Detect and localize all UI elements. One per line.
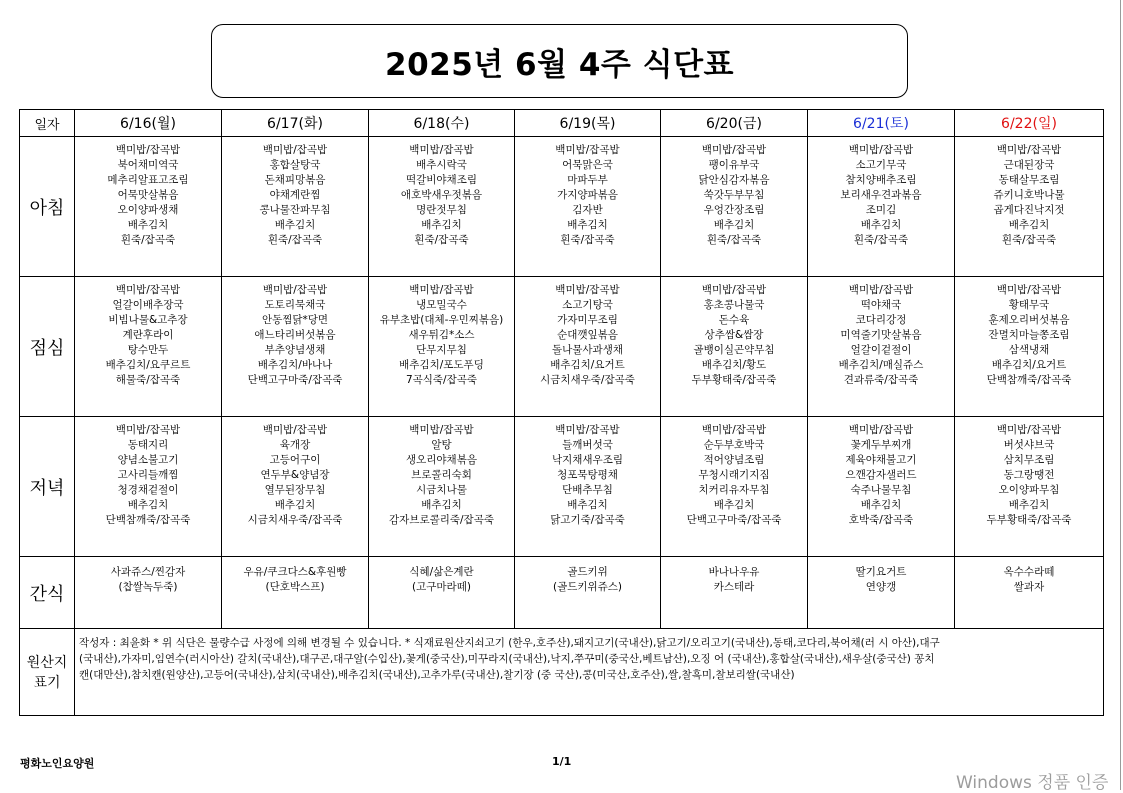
menu-item: 어묵맑은국: [562, 159, 613, 171]
menu-item: 얼갈이배추장국: [112, 299, 184, 311]
menu-item: 우유/쿠크다스&후원빵: [243, 566, 347, 578]
menu-item: 바나나우유: [708, 566, 760, 578]
menu-item: 명란젓무침: [416, 204, 467, 216]
title-box: [211, 24, 908, 98]
page-title: 2025년 6월 4주 식단표: [385, 46, 734, 83]
menu-item: 배추김치: [860, 499, 902, 511]
menu-item: 미역줄기맛살볶음: [840, 329, 922, 341]
menu-item: 고사리들깨찜: [117, 469, 179, 481]
menu-item: 부추양념생채: [264, 344, 326, 356]
menu-item: 배추김치/요쿠르트: [105, 359, 191, 371]
menu-item: 두부황태죽/잡곡죽: [691, 374, 777, 386]
menu-item: 배추김치: [713, 499, 755, 511]
origin-line: (국내산),가자미,임연수(러시아산) 갈치(국내산),대구곤,대구알(수입산),꽃게(중국산),미꾸라지(국내산),낙지,쭈꾸미(중국산,베트남산),오징 어 (국내산),홍합살(국내산),새우살(중국산) 꽁치: [79, 653, 935, 665]
facility-name: 평화노인요양원: [20, 757, 95, 770]
menu-item: 단백고구마죽/잡곡죽: [247, 374, 343, 386]
menu-item: 딸기요거트: [855, 566, 907, 578]
snack-cell: [369, 557, 515, 629]
snack-cell: [955, 557, 1104, 629]
menu-item: 연두부&양념장: [260, 469, 330, 481]
menu-item: 팽이유부국: [708, 159, 760, 171]
menu-item: 백미밥/잡곡밥: [115, 144, 181, 156]
menu-item: 곱게다진낙지젓: [993, 204, 1065, 216]
menu-item: 생오리야채볶음: [405, 454, 477, 466]
menu-item: 닭고기죽/잡곡죽: [550, 514, 625, 526]
meal-label-snack: 간식: [20, 557, 75, 629]
menu-item: 고등어구이: [269, 454, 321, 466]
menu-item: 백미밥/잡곡밥: [409, 284, 474, 296]
menu-item: 백미밥/잡곡밥: [848, 284, 914, 296]
day-header: 6/21(토): [808, 110, 955, 137]
menu-item: 열무된장무침: [264, 484, 326, 496]
menu-item: 청경채겉절이: [117, 484, 179, 496]
menu-item: 백미밥/잡곡밥: [555, 284, 620, 296]
menu-item: 흰죽/잡곡죽: [414, 234, 469, 246]
menu-item: 배추김치: [1008, 499, 1050, 511]
menu-item: (고구마라떼): [412, 581, 471, 593]
menu-item: 배추김치: [567, 499, 608, 511]
menu-item: 돈수육: [718, 314, 750, 326]
menu-item: (단호박스프): [265, 581, 325, 593]
date-header-label: 일자: [20, 110, 75, 137]
menu-item: 치커리유자무침: [698, 484, 770, 496]
menu-cell: [369, 137, 515, 277]
menu-item: 홍초콩나물국: [703, 299, 765, 311]
menu-item: 애느타리버섯볶음: [254, 329, 336, 341]
menu-item: 배추김치: [274, 219, 316, 231]
origin-line: 작성자 : 최윤화 * 위 식단은 물량수급 사정에 의해 변경될 수 있습니다. * 식재료원산지쇠고기 (한우,호주산),돼지고기(국내산),닭고기/오리고기(국내산),동태,코다리,북어채(러 시 아산),대구: [79, 637, 940, 649]
menu-cell: [808, 137, 955, 277]
menu-item: 떡야채국: [860, 299, 902, 311]
menu-item: 호박죽/잡곡죽: [848, 514, 914, 526]
menu-item: 흰죽/잡곡죽: [853, 234, 909, 246]
menu-item: 제육야채불고기: [845, 454, 917, 466]
menu-item: 배추김치: [421, 499, 462, 511]
menu-item: 백미밥/잡곡밥: [848, 144, 914, 156]
menu-item: 꽃게두부찌개: [850, 439, 912, 451]
menu-item: 상추쌈&쌈장: [704, 329, 764, 341]
header-row: [20, 110, 1104, 137]
menu-item: (찹쌀녹두죽): [118, 581, 178, 593]
menu-item: 백미밥/잡곡밥: [262, 144, 328, 156]
menu-item: 식혜/삶은계란: [409, 566, 474, 578]
meal-label-dinner: 저녁: [20, 417, 75, 557]
menu-item: 소고기탕국: [562, 299, 613, 311]
menu-item: 단백참깨죽/잡곡죽: [105, 514, 191, 526]
menu-item: 배추김치: [1008, 219, 1050, 231]
menu-item: 어묵맛살볶음: [117, 189, 179, 201]
menu-cell: [515, 137, 661, 277]
menu-item: 훈제오리버섯볶음: [988, 314, 1070, 326]
menu-item: 시금치나물: [416, 484, 467, 496]
menu-item: 시금치새우죽/잡곡죽: [540, 374, 635, 386]
menu-cell: [515, 417, 661, 557]
menu-item: 백미밥/잡곡밥: [996, 424, 1062, 436]
menu-item: 백미밥/잡곡밥: [115, 284, 181, 296]
menu-cell: [661, 137, 808, 277]
menu-cell: [661, 277, 808, 417]
menu-item: 브로콜리숙회: [411, 469, 472, 481]
origin-label: 원산지 표기: [20, 629, 75, 716]
menu-item: 오이양파생채: [117, 204, 179, 216]
menu-item: 백미밥/잡곡밥: [996, 144, 1062, 156]
menu-item: 애호박새우젓볶음: [400, 189, 483, 201]
menu-cell: [75, 137, 222, 277]
menu-item: 돈채피망볶음: [264, 174, 326, 186]
menu-item: 견과류죽/잡곡죽: [843, 374, 919, 386]
menu-item: 백미밥/잡곡밥: [409, 144, 474, 156]
menu-item: 흰죽/잡곡죽: [560, 234, 615, 246]
snack-cell: [661, 557, 808, 629]
menu-item: 연양갱: [865, 581, 897, 593]
menu-item: 단무지무침: [416, 344, 467, 356]
menu-cell: [369, 417, 515, 557]
menu-item: 백미밥/잡곡밥: [701, 144, 767, 156]
menu-item: 배추김치/요거트: [991, 359, 1067, 371]
menu-item: 냉모밀국수: [416, 299, 467, 311]
snack-cell: [75, 557, 222, 629]
menu-item: 백미밥/잡곡밥: [996, 284, 1062, 296]
menu-item: 보리새우견과볶음: [840, 189, 922, 201]
snack-cell: [222, 557, 369, 629]
menu-item: 단백참깨죽/잡곡죽: [986, 374, 1072, 386]
menu-item: 7곡식죽/잡곡죽: [405, 374, 478, 386]
menu-table: [19, 109, 1104, 716]
menu-item: 계란후라이: [122, 329, 174, 341]
menu-item: 백미밥/잡곡밥: [262, 424, 328, 436]
menu-item: 시금치새우죽/잡곡죽: [247, 514, 343, 526]
menu-item: 백미밥/잡곡밥: [555, 424, 620, 436]
menu-item: 쌀과자: [1013, 581, 1045, 593]
menu-item: 황태무국: [1008, 299, 1050, 311]
menu-item: 홍합살탕국: [269, 159, 321, 171]
menu-item: 양념소불고기: [117, 454, 179, 466]
menu-cell: [515, 277, 661, 417]
menu-cell: [808, 277, 955, 417]
menu-item: (골드키위쥬스): [552, 581, 623, 593]
menu-item: 흰죽/잡곡죽: [267, 234, 323, 246]
origin-text: [75, 629, 1104, 716]
menu-item: 카스테라: [713, 581, 755, 593]
menu-item: 참치양배추조림: [845, 174, 917, 186]
menu-item: 백미밥/잡곡밥: [848, 424, 914, 436]
menu-item: 소고기무국: [855, 159, 907, 171]
menu-cell: [222, 417, 369, 557]
menu-item: 백미밥/잡곡밥: [115, 424, 181, 436]
menu-item: 배추김치: [127, 219, 169, 231]
menu-item: 백미밥/잡곡밥: [701, 284, 767, 296]
menu-item: 얼갈이겉절이: [850, 344, 912, 356]
menu-item: 청포묵탕평채: [557, 469, 618, 481]
menu-item: 잔멸치마늘쫑조림: [988, 329, 1070, 341]
menu-item: 배추김치/매실쥬스: [838, 359, 924, 371]
menu-item: 새우튀김*소스: [408, 329, 475, 341]
menu-item: 동태지리: [127, 439, 169, 451]
menu-item: 낙지채새우조림: [551, 454, 623, 466]
activation-watermark: Windows 정품 인증: [956, 773, 1109, 793]
menu-item: 알탕: [431, 439, 452, 451]
menu-item: 동그랑땡전: [1003, 469, 1055, 481]
snack-cell: [515, 557, 661, 629]
menu-item: 배추시락국: [416, 159, 467, 171]
menu-item: 배추김치/바나나: [257, 359, 333, 371]
menu-item: 감자브로콜리죽/잡곡죽: [389, 514, 494, 526]
menu-item: 배추김치: [421, 219, 462, 231]
menu-item: 골드키위: [567, 566, 608, 578]
menu-item: 비빔나물&고추장: [108, 314, 188, 326]
menu-item: 으깬감자샐러드: [845, 469, 917, 481]
menu-item: 쑥갓두부무침: [703, 189, 765, 201]
menu-cell: [955, 417, 1104, 557]
menu-item: 순대깻잎볶음: [557, 329, 618, 341]
menu-item: 북어채미역국: [117, 159, 179, 171]
origin-line: 캔(대만산),참치캔(원양산),고등어(국내산),삼치(국내산),배추김치(국내산),고추가루(국내산),찰기장 (중 국산),콩(미국산,호주산),쌀,찰흑미,찰보리쌀(국내산): [79, 669, 795, 681]
menu-item: 백미밥/잡곡밥: [555, 144, 620, 156]
page-number: 1/1: [552, 755, 572, 768]
menu-item: 돌나물사과생채: [551, 344, 623, 356]
breakfast-row: [20, 137, 1104, 277]
menu-item: 단백고구마죽/잡곡죽: [686, 514, 782, 526]
menu-item: 조미김: [865, 204, 897, 216]
snack-cell: [808, 557, 955, 629]
lunch-row: [20, 277, 1104, 417]
menu-item: 삼색냉채: [1008, 344, 1050, 356]
menu-item: 흰죽/잡곡죽: [706, 234, 762, 246]
menu-item: 메추리알표고조림: [107, 174, 189, 186]
origin-row: [20, 629, 1104, 716]
menu-item: 코다리강정: [855, 314, 907, 326]
menu-item: 육개장: [279, 439, 311, 451]
menu-item: 안동찜닭*당면: [261, 314, 329, 326]
day-header: 6/16(월): [75, 110, 222, 137]
menu-item: 우엉간장조림: [703, 204, 765, 216]
menu-item: 도토리묵채국: [264, 299, 326, 311]
menu-item: 백미밥/잡곡밥: [409, 424, 474, 436]
day-header: 6/20(금): [661, 110, 808, 137]
menu-cell: [661, 417, 808, 557]
menu-item: 유부초밥(대체-우민찌볶음): [379, 314, 504, 326]
menu-item: 근대된장국: [1003, 159, 1055, 171]
menu-item: 해물죽/잡곡죽: [115, 374, 181, 386]
menu-item: 백미밥/잡곡밥: [701, 424, 767, 436]
dinner-row: [20, 417, 1104, 557]
menu-item: 닭안심감자볶음: [698, 174, 770, 186]
menu-item: 적어양념조림: [703, 454, 765, 466]
menu-item: 흰죽/잡곡죽: [1001, 234, 1057, 246]
menu-item: 동태살무조림: [998, 174, 1060, 186]
menu-cell: [75, 277, 222, 417]
day-header: 6/19(목): [515, 110, 661, 137]
menu-item: 배추김치: [860, 219, 902, 231]
menu-item: 무청시래기지짐: [698, 469, 770, 481]
menu-item: 마파두부: [567, 174, 608, 186]
day-header: 6/17(화): [222, 110, 369, 137]
menu-item: 숙주나물무침: [850, 484, 912, 496]
menu-item: 배추김치: [713, 219, 755, 231]
menu-item: 김자반: [572, 204, 603, 216]
meal-label-breakfast: 아침: [20, 137, 75, 277]
menu-item: 삼치무조림: [1003, 454, 1055, 466]
menu-item: 백미밥/잡곡밥: [262, 284, 328, 296]
menu-cell: [955, 277, 1104, 417]
menu-item: 두부황태죽/잡곡죽: [986, 514, 1072, 526]
menu-item: 떡갈비야채조림: [405, 174, 477, 186]
menu-item: 단배추무침: [562, 484, 613, 496]
menu-item: 버섯샤브국: [1003, 439, 1055, 451]
menu-item: 가지양파볶음: [557, 189, 618, 201]
menu-cell: [222, 277, 369, 417]
menu-item: 들깨버섯국: [562, 439, 613, 451]
menu-cell: [955, 137, 1104, 277]
menu-cell: [75, 417, 222, 557]
menu-cell: [369, 277, 515, 417]
menu-cell: [808, 417, 955, 557]
meal-label-lunch: 점심: [20, 277, 75, 417]
menu-cell: [222, 137, 369, 277]
menu-item: 배추김치: [274, 499, 316, 511]
page-edge-line: [1120, 0, 1121, 790]
menu-item: 가자미무조림: [557, 314, 618, 326]
menu-item: 순두부호박국: [703, 439, 765, 451]
snack-row: [20, 557, 1104, 629]
menu-item: 배추김치/요거트: [550, 359, 625, 371]
menu-item: 탕수만두: [127, 344, 169, 356]
menu-item: 사과쥬스/찐감자: [110, 566, 186, 578]
menu-item: 배추김치/황도: [701, 359, 767, 371]
day-header: 6/22(일): [955, 110, 1104, 137]
menu-item: 배추김치: [567, 219, 608, 231]
menu-item: 오이양파무침: [998, 484, 1060, 496]
menu-item: 쥬키니호박나물: [993, 189, 1065, 201]
menu-item: 흰죽/잡곡죽: [120, 234, 176, 246]
menu-item: 골뱅이실곤약무침: [693, 344, 775, 356]
menu-item: 배추김치: [127, 499, 169, 511]
menu-item: 콩나물잔파무침: [259, 204, 331, 216]
menu-item: 배추김치/포도푸딩: [399, 359, 484, 371]
day-header: 6/18(수): [369, 110, 515, 137]
menu-item: 옥수수라떼: [1003, 566, 1055, 578]
menu-item: 야채계란찜: [269, 189, 321, 201]
